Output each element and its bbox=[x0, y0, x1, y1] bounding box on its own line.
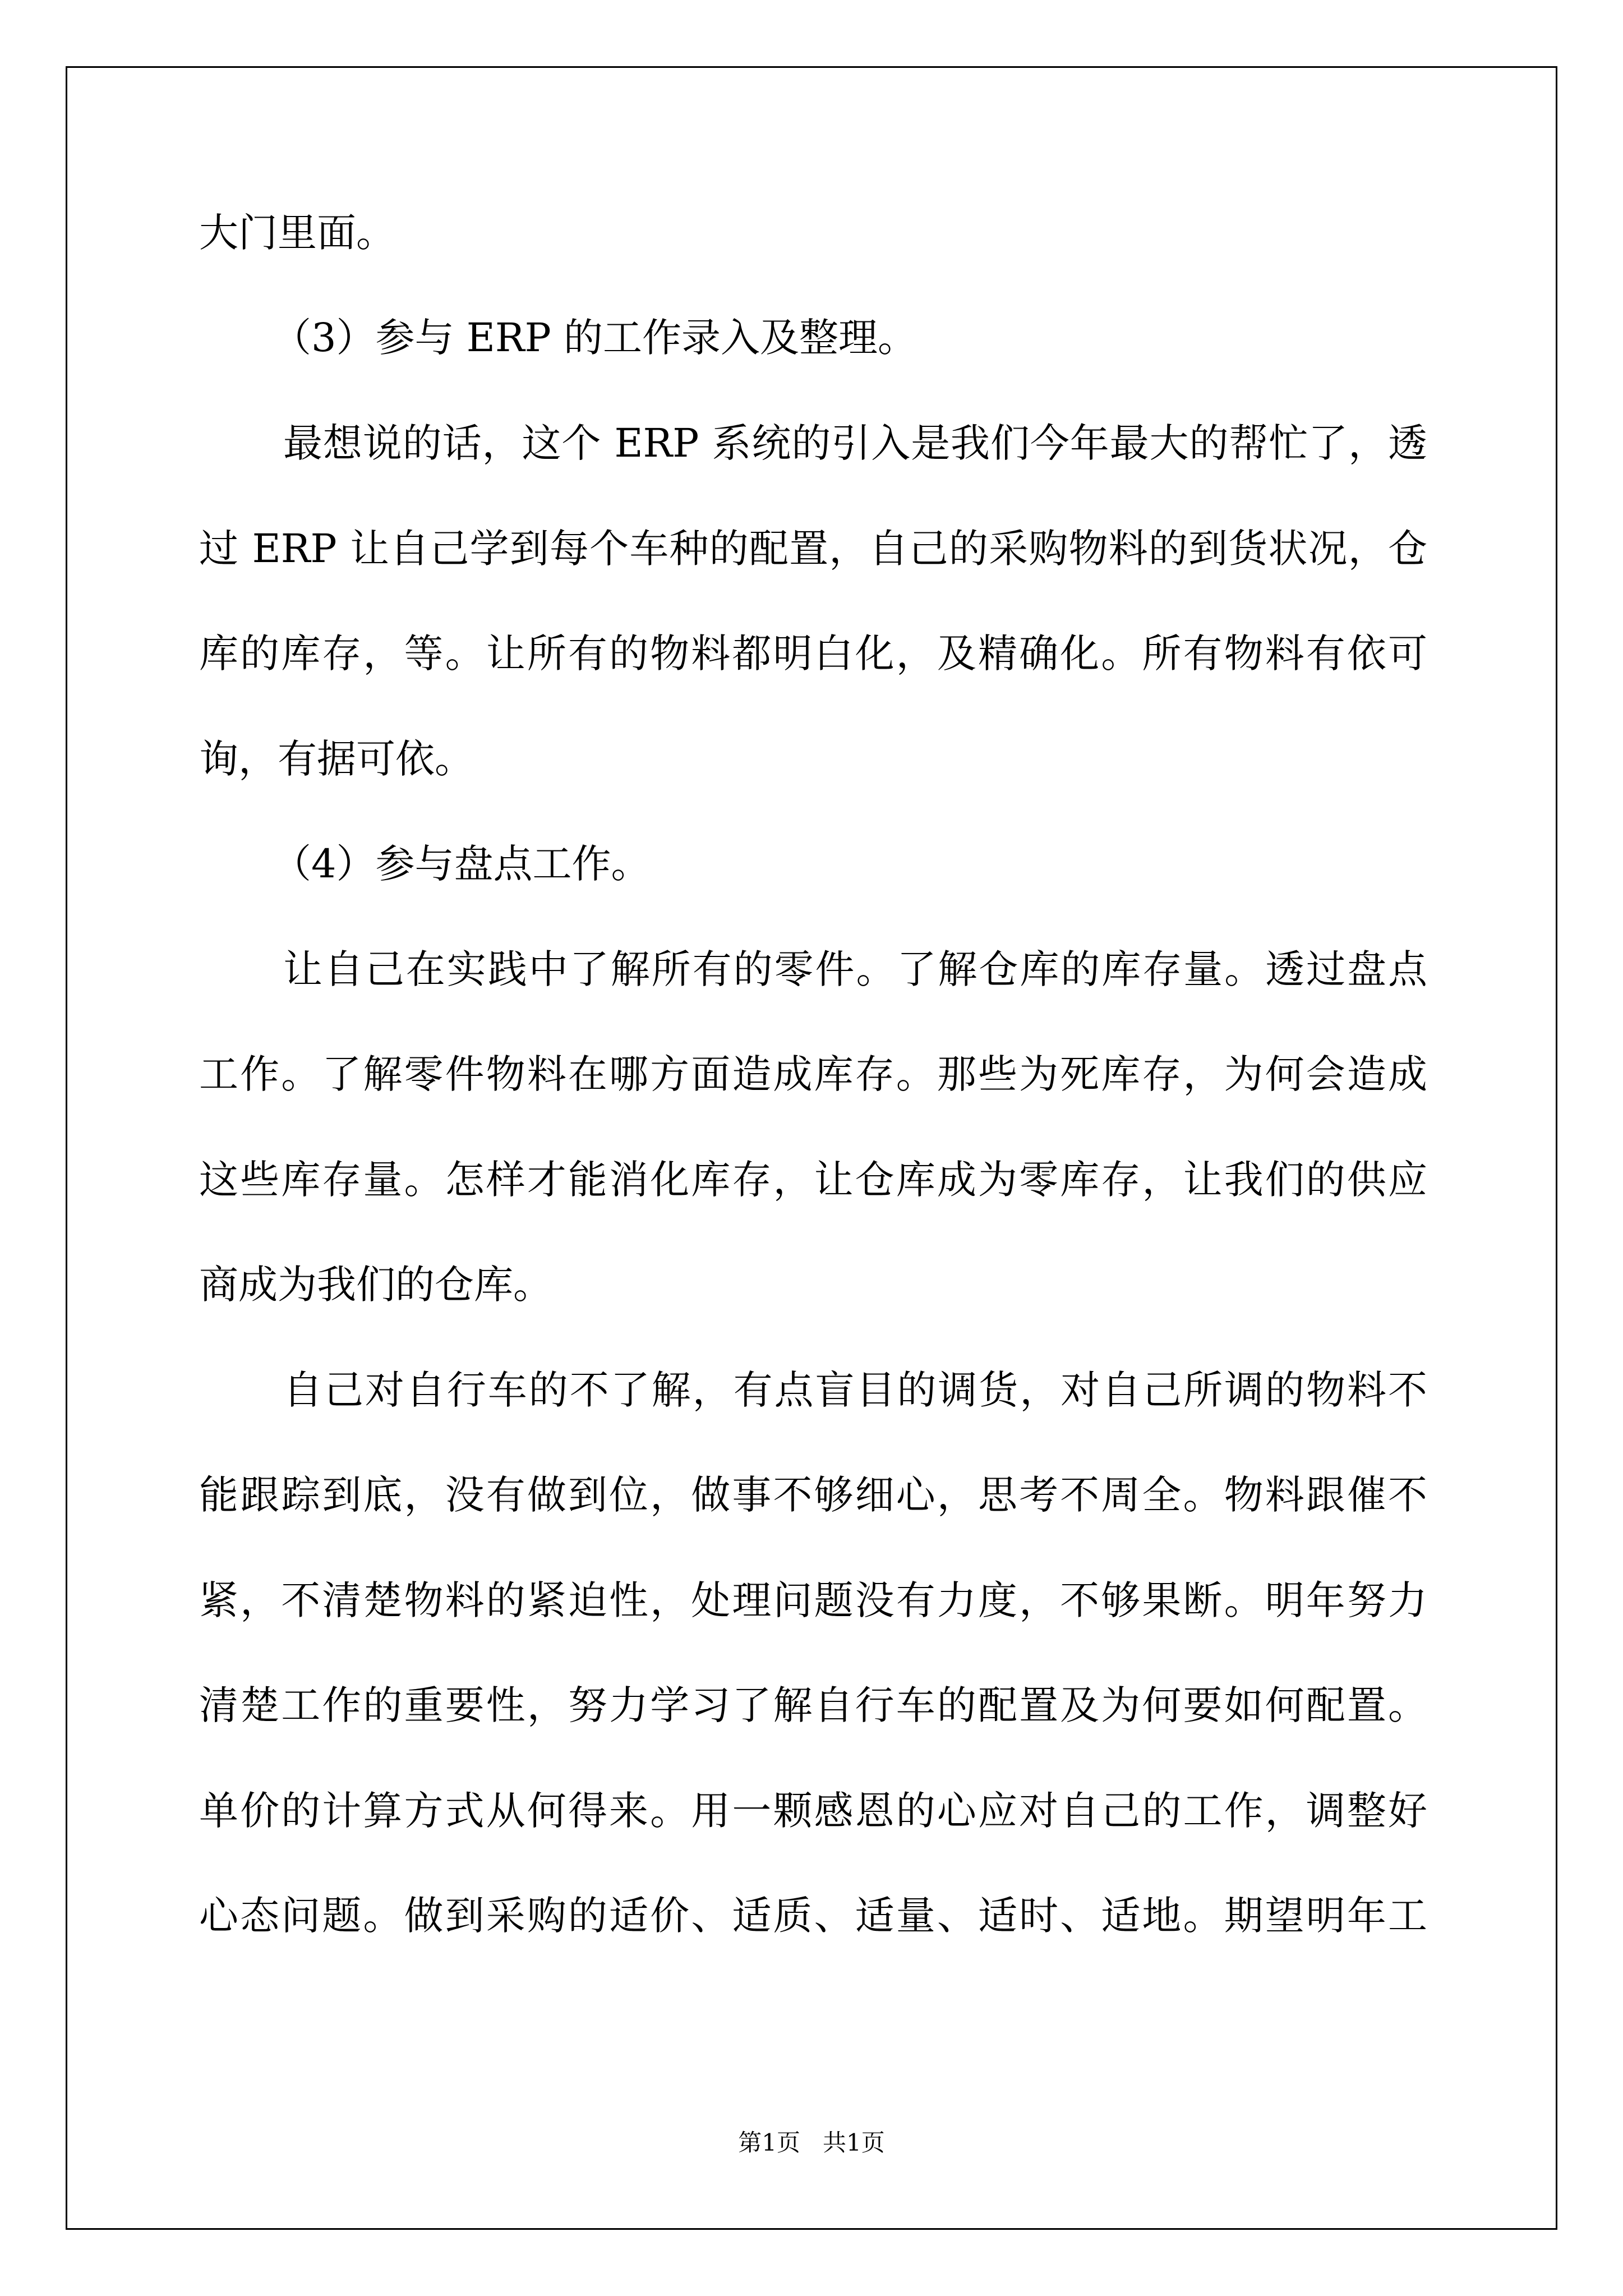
text-line: 能跟踪到底，没有做到位，做事不够细心，思考不周全。物料跟催不 bbox=[199, 1472, 1427, 1518]
text-line: 让自己在实践中了解所有的零件。了解仓库的库存量。透过盘点 bbox=[283, 946, 1427, 992]
text-line: 库的库存，等。让所有的物料都明白化，及精确化。所有物料有依可 bbox=[199, 631, 1427, 677]
text-line: 最想说的话，这个 ERP 系统的引入是我们今年最大的帮忙了，透 bbox=[283, 420, 1427, 466]
text-line: 这些库存量。怎样才能消化库存，让仓库成为零库存，让我们的供应 bbox=[199, 1157, 1427, 1203]
page-footer: 第1页 共1页 bbox=[738, 2129, 885, 2156]
text-line: 大门里面。 bbox=[199, 210, 395, 256]
text-line: 清楚工作的重要性，努力学习了解自行车的配置及为何要如何配置。 bbox=[199, 1682, 1427, 1728]
list-item-heading: （4）参与盘点工作。 bbox=[272, 841, 651, 887]
text-line: 心态问题。做到采购的适价、适质、适量、适时、适地。期望明年工 bbox=[199, 1893, 1427, 1939]
text-line: 单价的计算方式从何得来。用一颗感恩的心应对自己的工作，调整好 bbox=[199, 1788, 1427, 1834]
text-line: 紧，不清楚物料的紧迫性，处理问题没有力度，不够果断。明年努力 bbox=[199, 1577, 1427, 1623]
text-line: 商成为我们的仓库。 bbox=[199, 1262, 552, 1308]
text-line: 工作。了解零件物料在哪方面造成库存。那些为死库存，为何会造成 bbox=[199, 1051, 1427, 1097]
text-line: 询，有据可依。 bbox=[199, 736, 474, 782]
list-item-heading: （3）参与 ERP 的工作录入及整理。 bbox=[272, 315, 917, 361]
text-line: 过 ERP 让自己学到每个车种的配置，自己的采购物料的到货状况，仓 bbox=[199, 526, 1427, 572]
text-line: 自己对自行车的不了解，有点盲目的调货，对自己所调的物料不 bbox=[283, 1367, 1427, 1413]
